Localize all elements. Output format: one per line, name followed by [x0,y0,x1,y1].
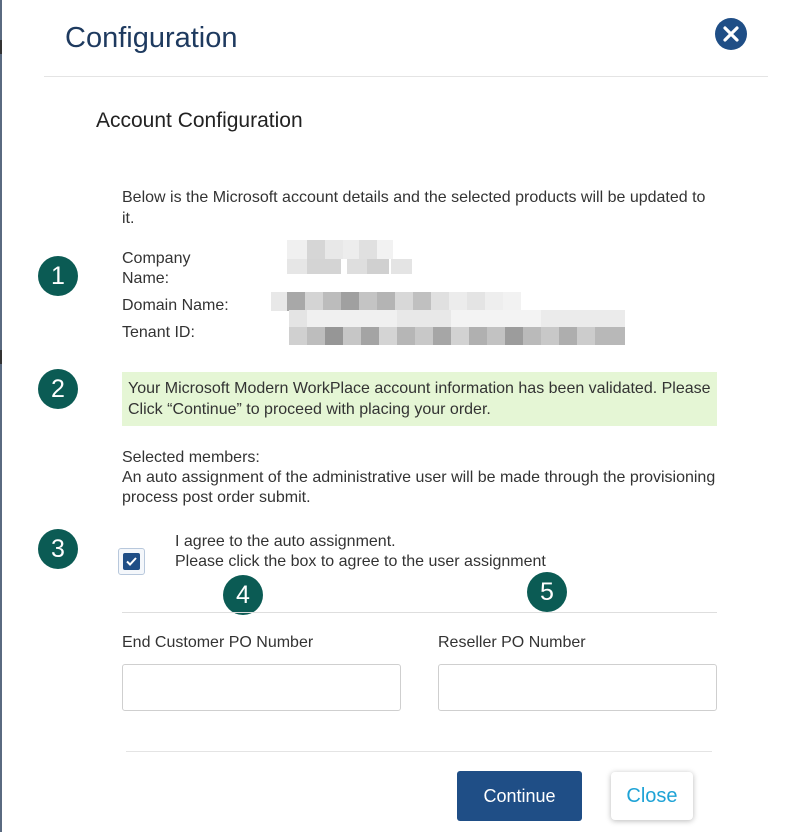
header-divider [44,76,768,77]
intro-text: Below is the Microsoft account details and the selected products will be updated to it. [122,189,706,227]
close-button[interactable]: Close [611,772,693,820]
step-marker-5: 5 [527,572,567,612]
selected-members-heading: Selected members: [122,449,260,466]
end-customer-po-input[interactable] [122,664,401,711]
agreement-text [175,532,546,572]
selected-members-block [122,448,722,508]
step-marker-2: 2 [38,369,78,409]
footer-divider [126,751,712,752]
backdrop-edge [0,0,2,832]
continue-button[interactable]: Continue [457,771,582,821]
reseller-po-input[interactable] [438,664,717,711]
agreement-line-1: I agree to the auto assignment. [175,533,396,550]
company-name-value-redacted-2 [287,259,412,274]
end-customer-po-label: End Customer PO Number [122,634,314,651]
tenant-id-value-redacted [289,310,625,345]
section-title: Account Configuration [96,109,303,132]
backdrop-edge-tick [0,350,2,364]
company-name-label: Company Name: [122,250,191,287]
x-icon [723,26,739,42]
step-marker-3: 3 [38,529,78,569]
domain-name-value-redacted [271,292,536,311]
auto-assignment-note: An auto assignment of the administrative user will be made through the provisioning process post order submit. [122,469,716,506]
checkbox-checked [123,553,140,570]
validation-banner [122,372,717,426]
reseller-po-label: Reseller PO Number [438,634,586,651]
validation-message: Your Microsoft Modern WorkPlace account information has been validated. Please Click “Continue” to proceed with placing your order. [128,380,711,418]
checkmark-icon [126,557,137,566]
step-marker-1: 1 [38,256,78,296]
company-name-value-redacted [287,240,412,259]
domain-name-label: Domain Name: [122,297,229,314]
agreement-line-2: Please click the box to agree to the user assignment [175,553,546,570]
close-icon[interactable] [715,18,747,50]
backdrop-edge-tick [0,40,2,54]
dialog-title: Configuration [65,22,238,54]
agree-checkbox[interactable] [118,548,145,575]
fields-divider [122,612,717,613]
step-marker-4: 4 [223,575,263,615]
tenant-id-label: Tenant ID: [122,324,195,341]
